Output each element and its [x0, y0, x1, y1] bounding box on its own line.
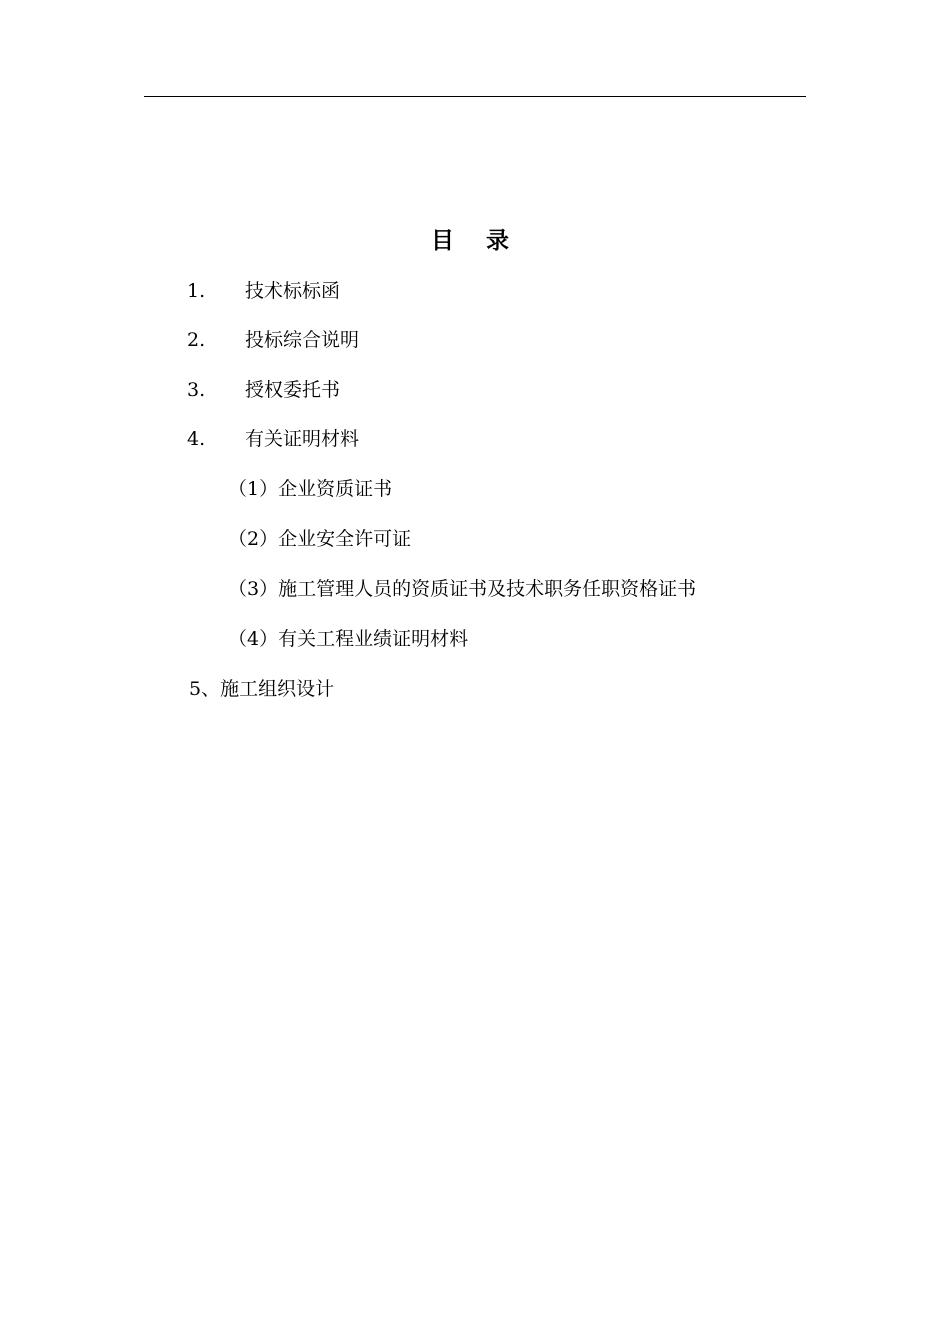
toc-subitem: （2）企业安全许可证 — [228, 528, 412, 550]
toc-item — [187, 327, 359, 353]
toc-item — [187, 377, 340, 403]
toc-item — [187, 426, 359, 452]
toc-item-number: 3. — [187, 379, 206, 401]
toc-item-number: 1. — [187, 280, 206, 302]
toc-item — [187, 278, 340, 304]
toc-subitem: （1）企业资质证书 — [228, 478, 393, 500]
toc-item-text: 有关证明材料 — [245, 428, 360, 450]
toc-item-text: 授权委托书 — [245, 379, 341, 401]
toc-item-text: 技术标标函 — [245, 280, 341, 302]
toc-subitem: （4）有关工程业绩证明材料 — [228, 628, 469, 650]
toc-subitem: （3）施工管理人员的资质证书及技术职务任职资格证书 — [228, 578, 697, 600]
header-rule — [144, 96, 806, 97]
toc-item-number: 2. — [187, 329, 206, 351]
toc-item-text: 投标综合说明 — [245, 329, 360, 351]
toc-title: 目 录 — [430, 228, 521, 254]
toc-item-final: 5、施工组织设计 — [189, 678, 335, 700]
toc-item-number: 4. — [187, 428, 206, 450]
